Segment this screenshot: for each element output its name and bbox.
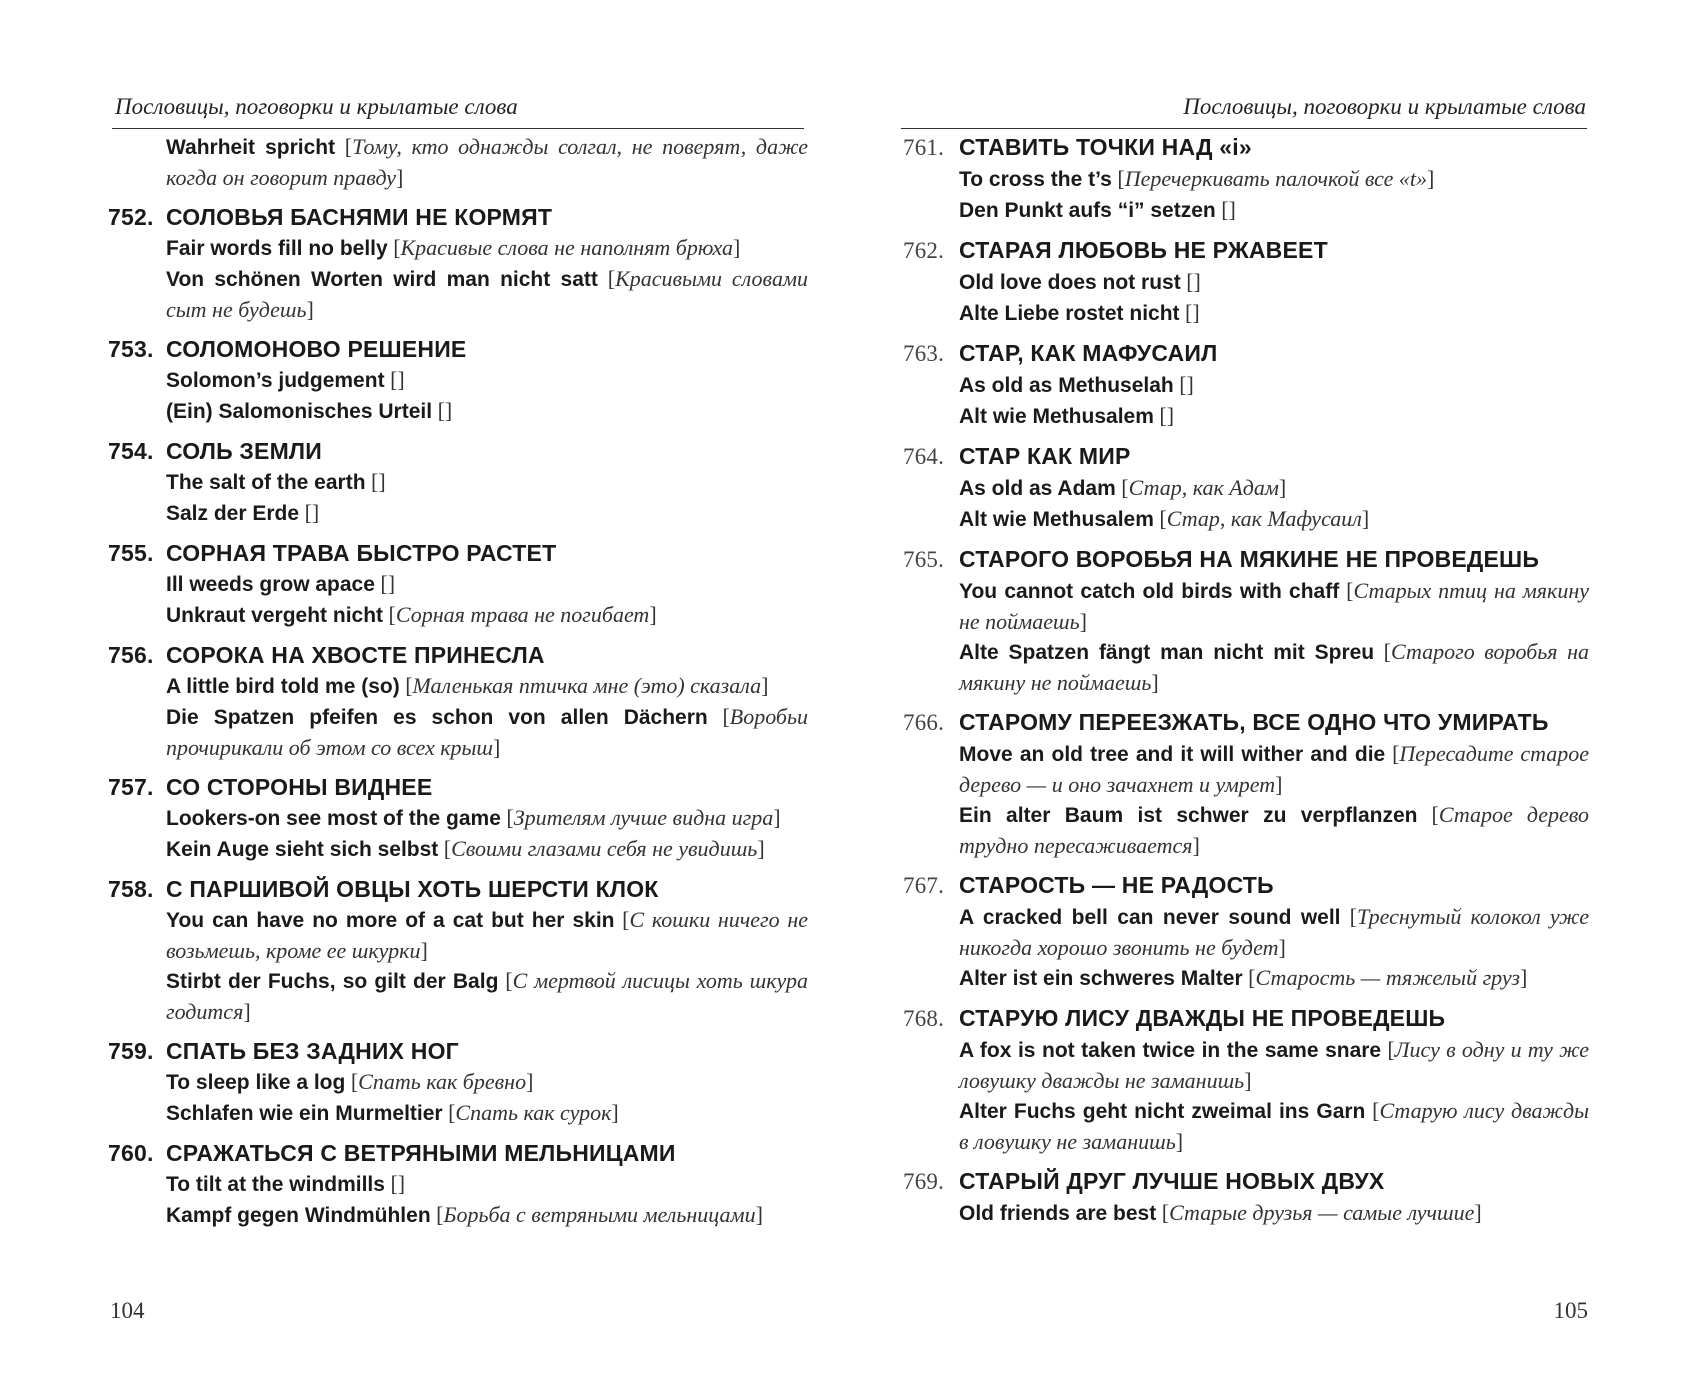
entry-number: 767. <box>903 873 945 898</box>
equivalent-line: As old as Methuselah [] <box>959 372 1194 397</box>
phrase: Alter Fuchs geht nicht zweimal ins Garn <box>959 1100 1366 1123</box>
right-page <box>843 0 1686 1383</box>
proverb-entry <box>903 544 1589 698</box>
entry-list <box>108 202 808 1231</box>
equivalent-line: Den Punkt aufs “i” setzen [] <box>959 197 1236 222</box>
equivalent-line: Stirbt der Fuchs, so gilt der Balg [С мертвой лисицы хоть шкура годится] <box>166 968 809 1024</box>
entry-heading <box>903 132 1589 163</box>
entry-heading <box>903 870 1589 901</box>
entry-number: 757. <box>108 774 154 800</box>
entry-title: СТАР КАК МИР <box>959 443 1131 469</box>
entry-title: СОЛОВЬЯ БАСНЯМИ НЕ КОРМЯТ <box>166 204 553 230</box>
translation: Спать как сурок <box>455 1100 612 1125</box>
entry-number: 754. <box>108 438 154 464</box>
entry-title: СО СТОРОНЫ ВИДНЕЕ <box>166 774 433 800</box>
proverb-entry <box>903 235 1589 329</box>
phrase: Old love does not rust <box>959 271 1181 294</box>
translation: Борьба с ветряными мельницами <box>443 1202 756 1227</box>
proverb-entry <box>108 538 808 631</box>
phrase: Die Spatzen pfeifen es schon von allen Dächern <box>166 706 708 729</box>
entry-number: 753. <box>108 336 154 362</box>
phrase: Move an old tree and it will wither and die <box>959 743 1386 766</box>
equivalent-line: Old love does not rust [] <box>959 269 1201 294</box>
equivalent-line: Alt wie Methusalem [Стар, как Мафусаил] <box>959 506 1370 531</box>
equivalent-line: A little bird told me (so) [Маленькая птичка мне (это) сказала] <box>166 673 769 698</box>
proverb-entry <box>108 1138 808 1231</box>
equivalent-line: To tilt at the windmills [] <box>166 1171 406 1196</box>
entry-heading <box>108 874 808 904</box>
phrase: You cannot catch old birds with chaff <box>959 580 1340 603</box>
entry-title: СТАРАЯ ЛЮБОВЬ НЕ РЖАВЕЕТ <box>959 237 1328 263</box>
entry-title: СРАЖАТЬСЯ С ВЕТРЯНЫМИ МЕЛЬНИЦАМИ <box>166 1140 676 1166</box>
phrase: You can have no more of a cat but her skin <box>166 909 615 932</box>
phrase: Von schönen Worten wird man nicht satt <box>166 268 598 291</box>
page-number: 105 <box>1553 1298 1588 1323</box>
phrase: Old friends are best <box>959 1202 1157 1225</box>
equivalent-line: Von schönen Worten wird man nicht satt [Красивыми словами сыт не будешь] <box>166 266 808 322</box>
proverb-entry <box>903 1003 1589 1157</box>
proverb-entry <box>903 707 1589 861</box>
translation: Старое дерево трудно пересаживается <box>959 802 1590 858</box>
phrase: A cracked bell can never sound well <box>959 906 1341 929</box>
phrase: As old as Methuselah <box>959 374 1174 397</box>
translation: Тому, кто однажды солгал, не поверят, даже когда он говорит правду <box>166 134 809 190</box>
entry-number: 768. <box>903 1006 945 1031</box>
proverb-entry <box>108 640 808 763</box>
entry-number: 752. <box>108 204 154 230</box>
translation: Красивыми словами сыт не будешь <box>166 266 808 322</box>
entry-heading <box>903 1166 1589 1197</box>
translation: Лису в одну и ту же ловушку дважды не заманишь <box>959 1037 1590 1093</box>
equivalent-line: You can have no more of a cat but her skin [С кошки ничего не возьмешь, кроме ее шкурки] <box>166 907 808 963</box>
translation: Стар, как Адам <box>1128 475 1279 500</box>
phrase: To sleep like a log <box>166 1071 346 1094</box>
entry-title: СТАРОМУ ПЕРЕЕЗЖАТЬ, ВСЕ ОДНО ЧТО УМИРАТЬ <box>959 709 1549 735</box>
entry-number: 761. <box>903 135 945 160</box>
entry-heading <box>108 436 808 466</box>
proverb-entry <box>903 338 1589 432</box>
equivalent-line: (Ein) Salomonisches Urteil [] <box>166 398 453 423</box>
entry-title: СОЛЬ ЗЕМЛИ <box>166 438 322 464</box>
translation: Треснутый колокол уже никогда хорошо звонить не будет <box>959 904 1589 960</box>
entry-heading <box>108 1138 808 1168</box>
entry-number: 766. <box>903 710 945 735</box>
phrase: Lookers-on see most of the game <box>166 807 501 830</box>
entry-heading <box>903 441 1589 472</box>
proverb-entry <box>903 1166 1589 1229</box>
equivalent-line: Alter Fuchs geht nicht zweimal ins Garn [Старую лису дважды в ловушку не заманишь] <box>959 1098 1589 1154</box>
entry-title: СОРНАЯ ТРАВА БЫСТРО РАСТЕТ <box>166 540 557 566</box>
entry-heading <box>903 1003 1589 1034</box>
entries-column <box>903 132 1589 1238</box>
phrase: Alte Spatzen fängt man nicht mit Spreu <box>959 641 1375 664</box>
entry-number: 762. <box>903 238 945 263</box>
entry-number: 769. <box>903 1169 945 1194</box>
proverb-entry <box>903 441 1589 535</box>
translation: Воробьи прочирикали об этом со всех крыш <box>166 704 809 760</box>
phrase: Fair words fill no belly <box>166 237 388 260</box>
translation: Стар, как Мафусаил <box>1166 506 1362 531</box>
equivalent-line: Old friends are best [Старые друзья — самые лучшие] <box>959 1200 1482 1225</box>
proverb-entry <box>108 772 808 865</box>
equivalent-line: Unkraut vergeht nicht [Сорная трава не погибает] <box>166 602 657 627</box>
equivalent-line: As old as Adam [Стар, как Адам] <box>959 475 1287 500</box>
equivalent-line: Alter ist ein schweres Malter [Старость — тяжелый груз] <box>959 965 1528 990</box>
entry-title: СОРОКА НА ХВОСТЕ ПРИНЕСЛА <box>166 642 545 668</box>
translation: Пересадите старое дерево — и оно зачахнет и умрет <box>959 741 1590 797</box>
equivalent-line: Kampf gegen Windmühlen [Борьба с ветряными мельницами] <box>166 1202 763 1227</box>
phrase: To tilt at the windmills <box>166 1173 385 1196</box>
entry-heading <box>903 707 1589 738</box>
entry-heading <box>108 538 808 568</box>
entry-heading <box>108 202 808 232</box>
equivalent-line: You cannot catch old birds with chaff [Старых птиц на мякину не поймаешь] <box>959 578 1590 634</box>
equivalent-line: A cracked bell can never sound well [Треснутый колокол уже никогда хорошо звонить не будет] <box>959 904 1589 960</box>
equivalent-line: To cross the t’s [Перечеркивать палочкой все «t»] <box>959 166 1435 191</box>
equivalent-line: Alte Liebe rostet nicht [] <box>959 300 1200 325</box>
translation: Маленькая птичка мне (это) сказала <box>412 673 762 698</box>
phrase: A fox is not taken twice in the same snare <box>959 1039 1382 1062</box>
phrase: Alt wie Methusalem <box>959 508 1154 531</box>
equivalent-line: Salz der Erde [] <box>166 500 320 525</box>
phrase: Solomon’s judgement <box>166 369 385 392</box>
entry-heading <box>903 544 1589 575</box>
proverb-entry <box>108 874 808 1027</box>
equivalent-line: Kein Auge sieht sich selbst [Своими глазами себя не увидишь] <box>166 836 765 861</box>
equivalent-line: Solomon’s judgement [] <box>166 367 405 392</box>
equivalent-line: Ein alter Baum ist schwer zu verpflanzen [Старое дерево трудно пересаживается] <box>959 802 1590 858</box>
translation: Сорная трава не погибает <box>395 602 650 627</box>
entry-number: 756. <box>108 642 154 668</box>
equivalent-line: Alte Spatzen fängt man nicht mit Spreu [Старого воробья на мякину не поймаешь] <box>959 639 1589 695</box>
equivalent-line: A fox is not taken twice in the same snare [Лису в одну и ту же ловушку дважды не заманишь] <box>959 1037 1590 1093</box>
phrase: Kein Auge sieht sich selbst <box>166 838 439 861</box>
equivalent-line: Move an old tree and it will wither and die [Пересадите старое дерево — и оно зачахнет и умрет] <box>959 741 1590 797</box>
translation: С мертвой лисицы хоть шкура годится <box>166 968 809 1024</box>
entry-number: 755. <box>108 540 154 566</box>
phrase: Den Punkt aufs “i” setzen <box>959 199 1216 222</box>
equivalent-line: Die Spatzen pfeifen es schon von allen Dächern [Воробьи прочирикали об этом со всех крыш] <box>166 704 809 760</box>
equivalent-line: The salt of the earth [] <box>166 469 386 494</box>
phrase: Ill weeds grow apace <box>166 573 375 596</box>
entry-number: 765. <box>903 547 945 572</box>
entry-number: 759. <box>108 1038 154 1064</box>
translation: Красивые слова не наполнят брюха <box>400 235 733 260</box>
translation: Зрителям лучше видна игра <box>513 805 774 830</box>
equivalent-line: Alt wie Methusalem [] <box>959 403 1175 428</box>
proverb-entry <box>108 334 808 427</box>
entry-heading <box>108 334 808 364</box>
entry-title: СТАРЫЙ ДРУГ ЛУЧШЕ НОВЫХ ДВУХ <box>959 1168 1385 1194</box>
translation: С кошки ничего не возьмешь, кроме ее шкурки <box>166 907 808 963</box>
header-rule <box>112 128 804 129</box>
phrase: Salz der Erde <box>166 502 300 525</box>
entry-heading <box>108 1036 808 1066</box>
phrase: To cross the t’s <box>959 168 1112 191</box>
phrase: A little bird told me (so) <box>166 675 400 698</box>
proverb-entry <box>108 436 808 529</box>
phrase: (Ein) Salomonisches Urteil <box>166 400 433 423</box>
phrase: Alt wie Methusalem <box>959 405 1154 428</box>
phrase: Schlafen wie ein Murmeltier <box>166 1102 443 1125</box>
equivalent-line: Ill weeds grow apace [] <box>166 571 396 596</box>
proverb-entry <box>903 132 1589 226</box>
phrase: Unkraut vergeht nicht <box>166 604 384 627</box>
phrase: As old as Adam <box>959 477 1116 500</box>
translation: Старого воробья на мякину не поймаешь <box>959 639 1589 695</box>
entry-title: СТАР, КАК МАФУСАИЛ <box>959 340 1218 366</box>
entry-title: СТАРУЮ ЛИСУ ДВАЖДЫ НЕ ПРОВЕДЕШЬ <box>959 1005 1446 1031</box>
entries-column <box>108 132 808 1240</box>
entry-number: 763. <box>903 341 945 366</box>
header-rule <box>901 128 1587 129</box>
entry-title: СТАРОСТЬ — НЕ РАДОСТЬ <box>959 872 1274 898</box>
translation: Перечеркивать палочкой все «t» <box>1124 166 1428 191</box>
entry-number: 758. <box>108 876 154 902</box>
translation: Старых птиц на мякину не поймаешь <box>959 578 1590 634</box>
phrase: Wahrheit spricht <box>166 136 336 159</box>
page-number: 104 <box>110 1298 145 1323</box>
phrase: Alter ist ein schweres Malter <box>959 967 1243 990</box>
proverb-entry <box>108 202 808 325</box>
phrase: Stirbt der Fuchs, so gilt der Balg <box>166 970 499 993</box>
entry-heading <box>108 772 808 802</box>
continuation-line: Wahrheit spricht [Тому, кто однажды солгал, не поверят, даже когда он говорит правду] <box>166 134 809 190</box>
running-head: Пословицы, поговорки и крылатые слова <box>115 94 518 119</box>
entry-heading <box>903 338 1589 369</box>
phrase: The salt of the earth <box>166 471 366 494</box>
translation: Старые друзья — самые лучшие <box>1169 1200 1475 1225</box>
equivalent-line: Fair words fill no belly [Красивые слова не наполнят брюха] <box>166 235 741 260</box>
entry-heading <box>903 235 1589 266</box>
translation: Своими глазами себя не увидишь <box>451 836 758 861</box>
phrase: Kampf gegen Windmühlen <box>166 1204 431 1227</box>
translation: Старость — тяжелый груз <box>1255 965 1520 990</box>
translation: Старую лису дважды в ловушку не заманишь <box>959 1098 1589 1154</box>
entry-number: 760. <box>108 1140 154 1166</box>
running-head: Пословицы, поговорки и крылатые слова <box>1183 94 1586 119</box>
equivalent-line: Schlafen wie ein Murmeltier [Спать как сурок] <box>166 1100 619 1125</box>
entry-title: С ПАРШИВОЙ ОВЦЫ ХОТЬ ШЕРСТИ КЛОК <box>166 876 659 902</box>
entry-title: СТАРОГО ВОРОБЬЯ НА МЯКИНЕ НЕ ПРОВЕДЕШЬ <box>959 546 1540 572</box>
entry-title: СТАВИТЬ ТОЧКИ НАД «i» <box>959 134 1252 160</box>
translation: Спать как бревно <box>358 1069 527 1094</box>
entry-number: 764. <box>903 444 945 469</box>
entry-list <box>903 132 1589 1229</box>
proverb-entry <box>903 870 1589 994</box>
entry-title: СОЛОМОНОВО РЕШЕНИЕ <box>166 336 467 362</box>
entry-title: СПАТЬ БЕЗ ЗАДНИХ НОГ <box>166 1038 459 1064</box>
entry-heading <box>108 640 808 670</box>
phrase: Alte Liebe rostet nicht <box>959 302 1180 325</box>
equivalent-line: To sleep like a log [Спать как бревно] <box>166 1069 534 1094</box>
equivalent-line: Lookers-on see most of the game [Зрителям лучше видна игра] <box>166 805 781 830</box>
proverb-entry <box>108 1036 808 1129</box>
phrase: Ein alter Baum ist schwer zu verpflanzen <box>959 804 1418 827</box>
